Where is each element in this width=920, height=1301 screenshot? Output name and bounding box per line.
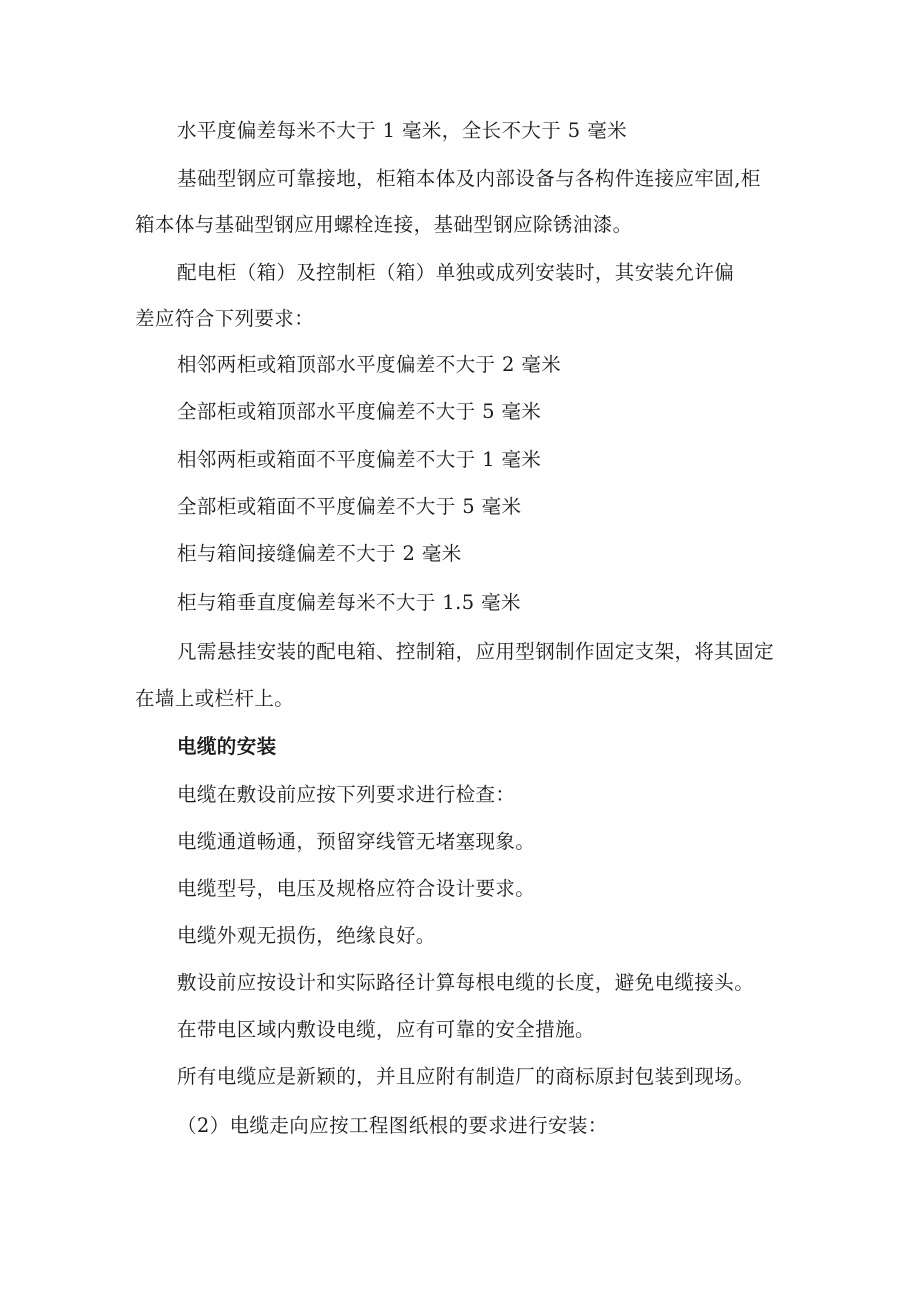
- paragraph-line: 在墙上或栏杆上。: [135, 687, 295, 710]
- paragraph-line: 电缆在敷设前应按下列要求进行检查：: [177, 783, 516, 806]
- list-item: 在带电区域内敷设电缆，应有可靠的安全措施。: [177, 1018, 595, 1041]
- paragraph-line: 凡需悬挂安装的配电箱、控制箱，应用型钢制作固定支架，将其固定: [177, 640, 775, 663]
- paragraph-line: 差应符合下列要求：: [135, 307, 315, 330]
- list-item: 相邻两柜或箱顶部水平度偏差不大于 2 毫米: [177, 353, 562, 376]
- list-item: 敷设前应按设计和实际路径计算每根电缆的长度，避免电缆接头。: [177, 971, 755, 994]
- list-item: 全部柜或箱面不平度偏差不大于 5 毫米: [177, 495, 522, 518]
- list-item: 相邻两柜或箱面不平度偏差不大于 1 毫米: [177, 448, 542, 471]
- section-heading: 电缆的安装: [177, 735, 277, 758]
- list-item: 全部柜或箱顶部水平度偏差不大于 5 毫米: [177, 400, 542, 423]
- list-item: 电缆型号，电压及规格应符合设计要求。: [177, 877, 536, 900]
- list-item: 电缆外观无损伤，绝缘良好。: [177, 924, 436, 947]
- paragraph-line: 箱本体与基础型钢应用螺栓连接，基础型钢应除锈油漆。: [135, 213, 633, 236]
- paragraph-line: 基础型钢应可靠接地，柜箱本体及内部设备与各构件连接应牢固,柜: [177, 167, 761, 190]
- list-item: 所有电缆应是新颖的，并且应附有制造厂的商标原封包装到现场。: [177, 1065, 755, 1088]
- paragraph-line: （2）电缆走向应按工程图纸根的要求进行安装：: [177, 1114, 608, 1137]
- list-item: 柜与箱间接缝偏差不大于 2 毫米: [177, 542, 462, 565]
- list-item: 柜与箱垂直度偏差每米不大于 1.5 毫米: [177, 591, 521, 614]
- paragraph-line: 配电柜（箱）及控制柜（箱）单独或成列安装时，其安装允许偏: [177, 261, 735, 284]
- list-item: 电缆通道畅通，预留穿线管无堵塞现象。: [177, 830, 536, 853]
- paragraph-line: 水平度偏差每米不大于 1 毫米，全长不大于 5 毫米: [177, 119, 628, 142]
